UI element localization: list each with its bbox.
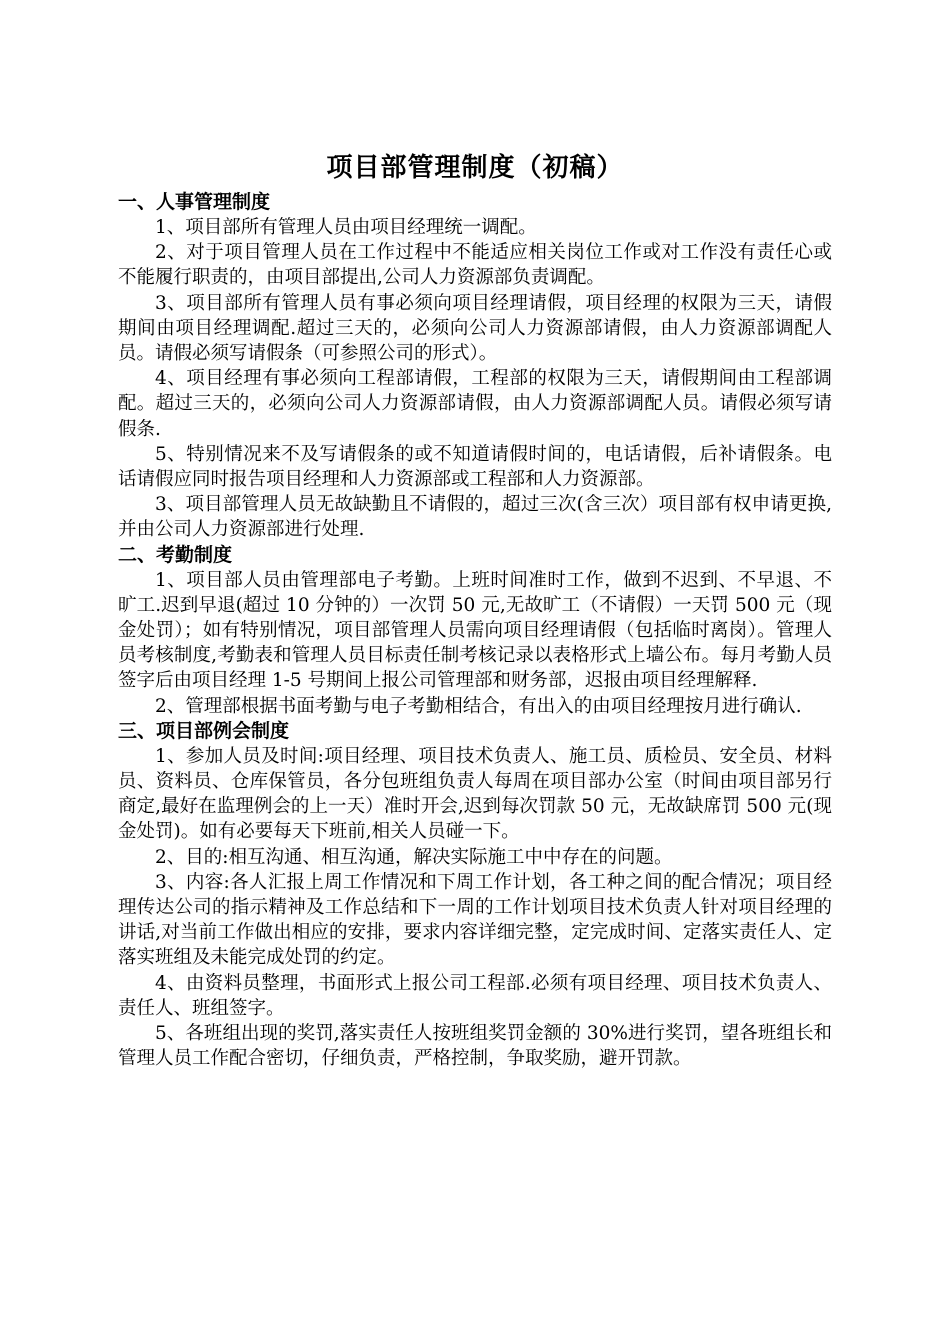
paragraph: 2、目的:相互沟通、相互沟通，解决实际施工中中存在的问题。: [155, 846, 673, 868]
paragraph: 1、项目部所有管理人员由项目经理统一调配。: [155, 217, 537, 238]
document-page: [118, 150, 832, 1072]
paragraph: 1、项目部人员由管理部电子考勤。上班时间准时工作，做到不迟到、不早退、不旷工.迟到早退(超过 10 分钟的）一次罚 50 元,无故旷工（不请假）一天罚 500 元（现金处罚）；如有特别情况，项目部管理人员需向项目经理请假（包括临时离岗）。管理人员考核制度,考勤表和管理人员目标责任制考核记录以表格形式上墙公布。每月考勤人员签字后由项目经理 1-5 号期间上报公司管理部和财务部，迟报由项目经理解释.: [118, 569, 832, 692]
section-heading: 二、考勤制度: [118, 543, 233, 566]
section-heading: 三、项目部例会制度: [118, 719, 290, 742]
document-title: 项目部管理制度（初稿）: [326, 153, 624, 183]
paragraph: 3、内容:各人汇报上周工作情况和下周工作计划，各工种之间的配合情况；项目经理传达公司的指示精神及工作总结和下一周的工作计划项目技术负责人针对项目经理的讲话,对当前工作做出相应的安排，要求内容详细完整，定完成时间、定落实责任人、定落实班组及未能完成处罚的约定。: [118, 871, 832, 969]
paragraph: 2、管理部根据书面考勤与电子考勤相结合，有出入的由项目经理按月进行确认.: [155, 695, 802, 717]
section-personnel: [118, 190, 832, 543]
paragraph: 5、特别情况来不及写请假条的或不知道请假时间的，电话请假，后补请假条。电话请假应同时报告项目经理和人力资源部或工程部和人力资源部。: [118, 443, 832, 491]
paragraph: 3、项目部所有管理人员有事必须向项目经理请假，项目经理的权限为三天，请假期间由项目经理调配.超过三天的，必须向公司人力资源部请假，由人力资源部调配人员。请假必须写请假条（可参照公司的形式）。: [118, 292, 832, 365]
paragraph: 4、项目经理有事必须向工程部请假，工程部的权限为三天，请假期间由工程部调配。超过三天的，必须向公司人力资源部请假，由人力资源部调配人员。请假必须写请假条.: [118, 368, 832, 440]
section-attendance: [118, 543, 832, 719]
paragraph: 5、各班组出现的奖罚,落实责任人按班组奖罚金额的 30%进行奖罚，望各班组长和管理人员工作配合密切，仔细负责，严格控制，争取奖励，避开罚款。: [118, 1023, 832, 1070]
section-meetings: [118, 719, 832, 1072]
section-heading: 一、人事管理制度: [118, 191, 271, 213]
paragraph: 4、由资料员整理，书面形式上报公司工程部.必须有项目经理、项目技术负责人、责任人、班组签字。: [118, 972, 832, 1019]
paragraph: 1、参加人员及时间:项目经理、项目技术负责人、施工员、质检员、安全员、材料员、资料员、仓库保管员，各分包班组负责人每周在项目部办公室（时间由项目部另行商定,最好在监理例会的上一天）准时开会,迟到每次罚款 50 元，无故缺席罚 500 元(现金处罚)。如有必要每天下班前,相关人员碰一下。: [118, 745, 832, 843]
paragraph: 3、项目部管理人员无故缺勤且不请假的，超过三次(含三次）项目部有权申请更换,并由公司人力资源部进行处理.: [118, 494, 832, 541]
paragraph: 2、对于项目管理人员在工作过程中不能适应相关岗位工作或对工作没有责任心或不能履行职责的，由项目部提出,公司人力资源部负责调配。: [118, 242, 832, 289]
